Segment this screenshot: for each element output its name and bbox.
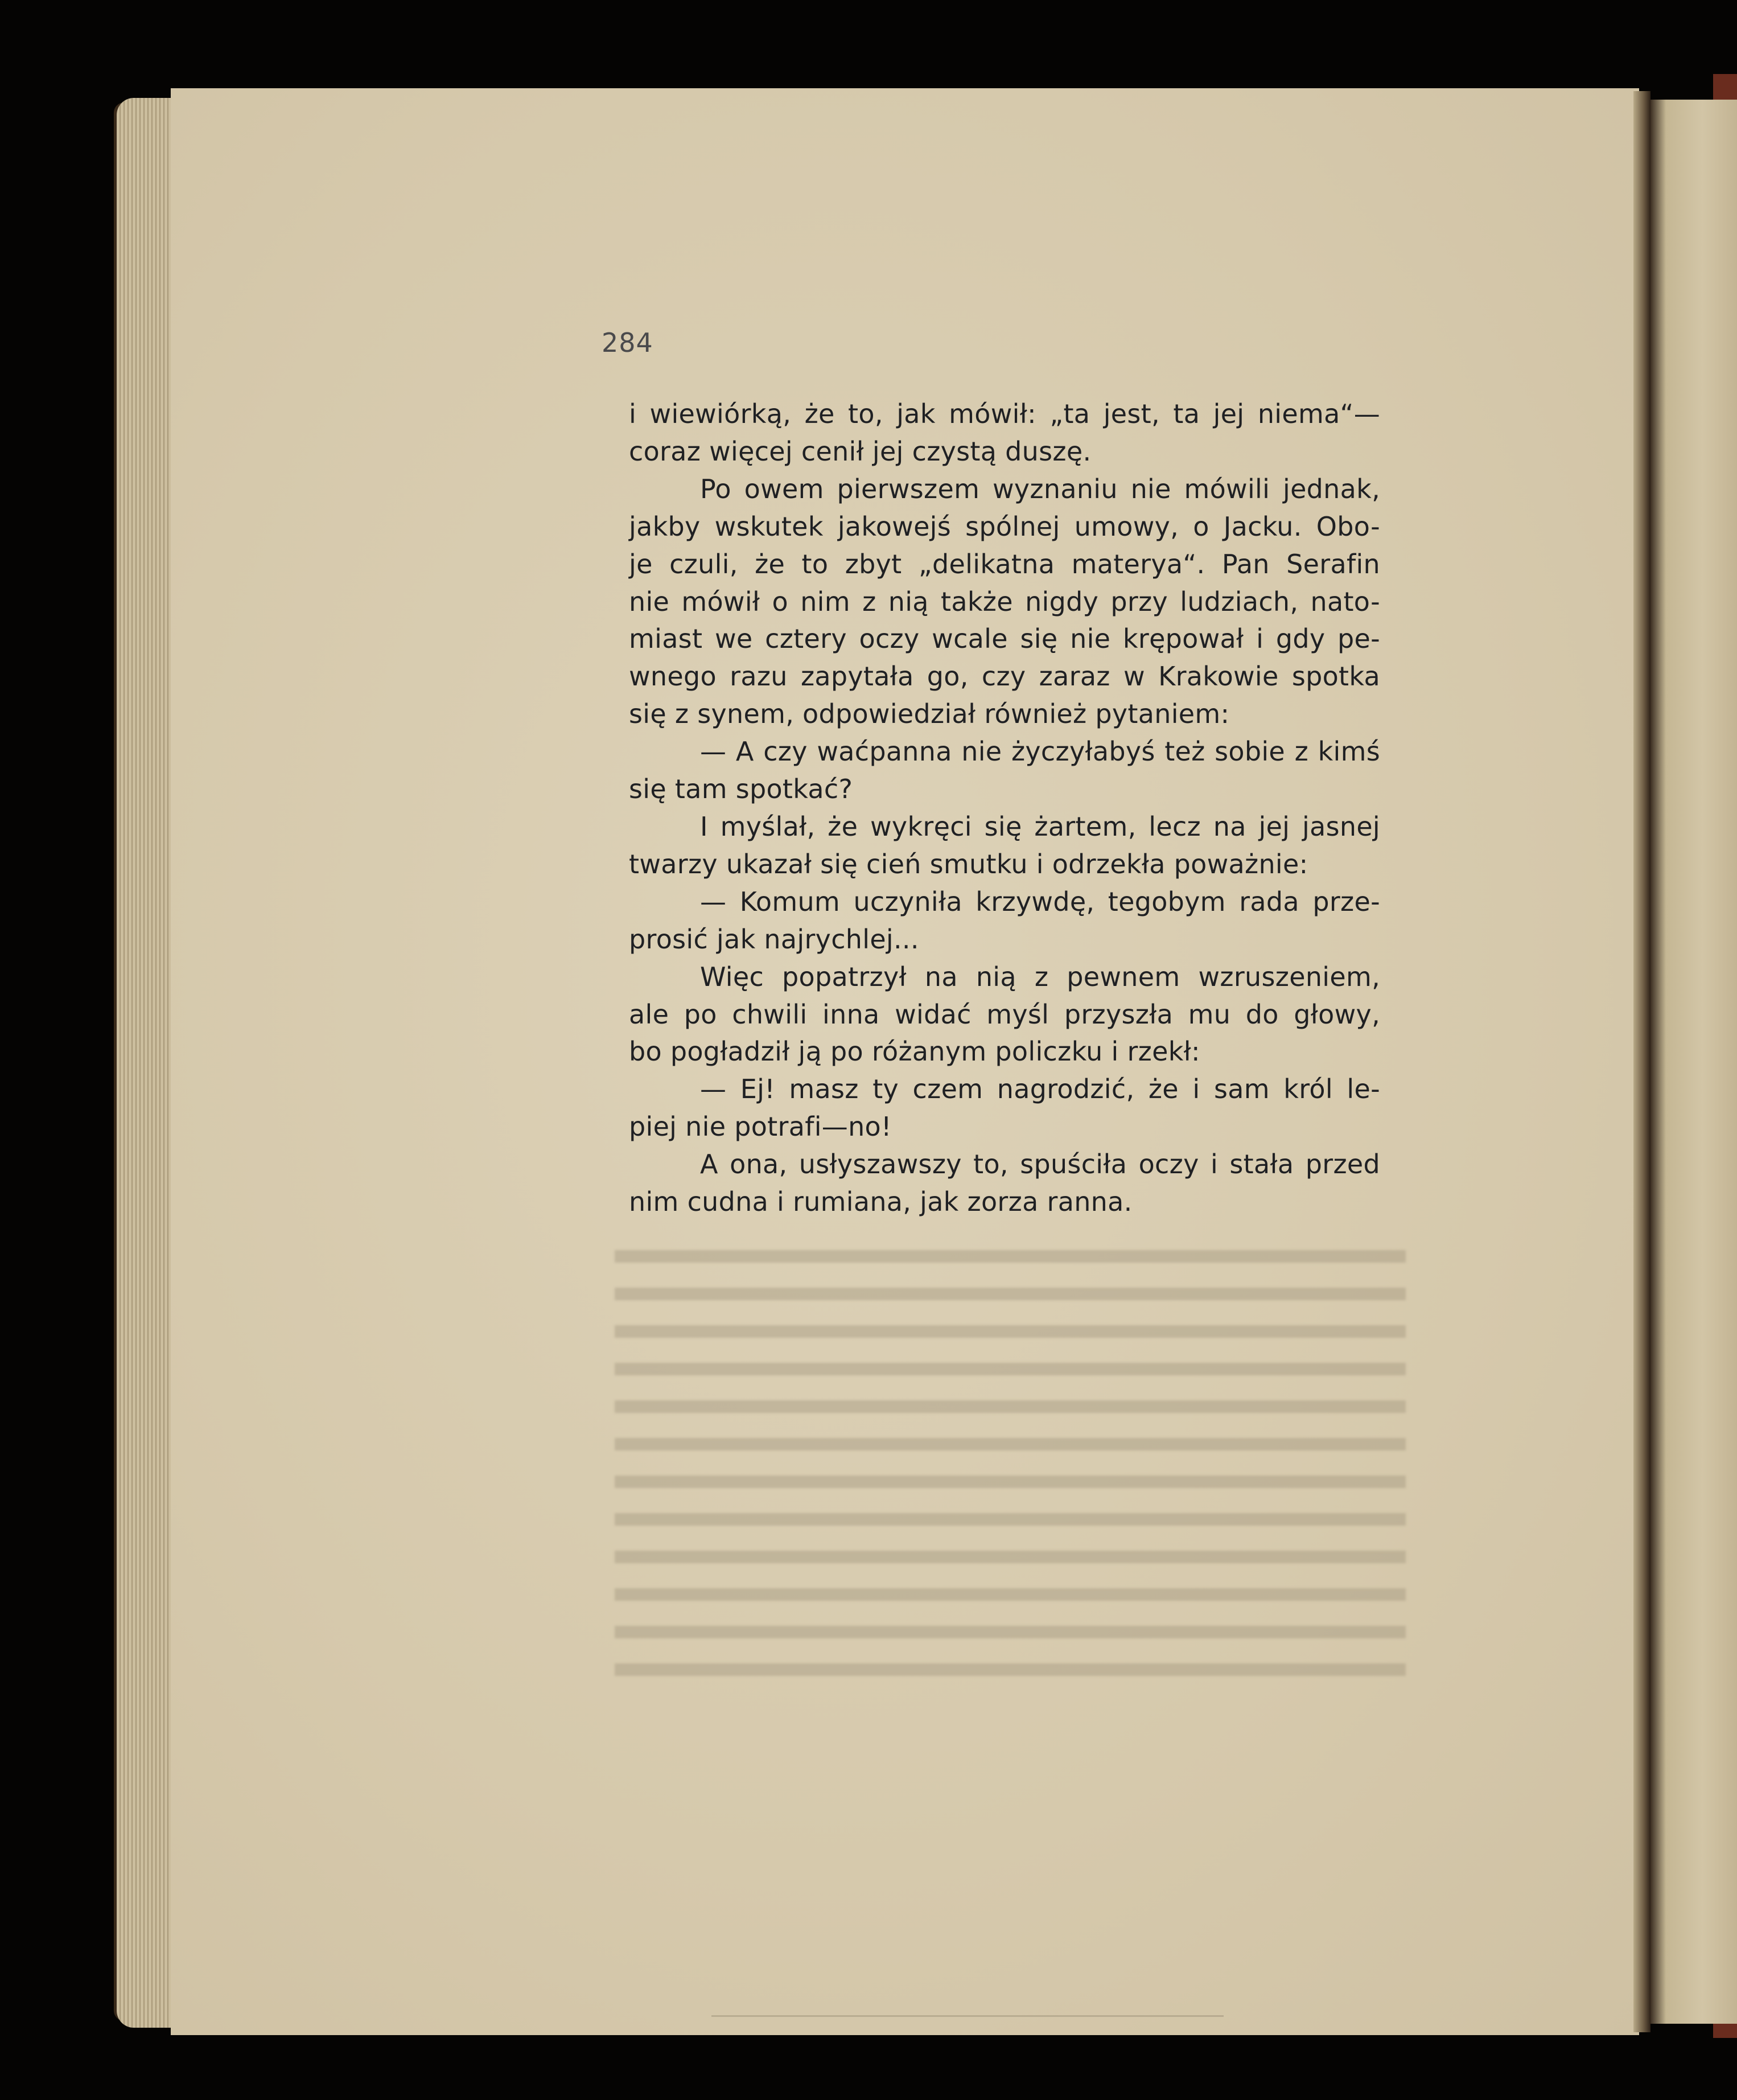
text-line: Więc popatrzył na nią z pewnem wzruszeniem, bbox=[700, 961, 1380, 992]
text-line: i wiewiórką, że to, jak mówił: „ta jest, ta jej niema“— bbox=[629, 398, 1380, 429]
text-line: jakby wskutek jakowejś spólnej umowy, o Jacku. Obo- bbox=[629, 511, 1380, 542]
text-line: bo pogładził ją po różanym policzku i rzekł: bbox=[629, 1036, 1200, 1067]
text-line: miast we cztery oczy wcale się nie krępował i gdy pe- bbox=[629, 623, 1380, 655]
text-line: nim cudna i rumiana, jak zorza ranna. bbox=[629, 1186, 1133, 1218]
text-line: A ona, usłyszawszy to, spuściła oczy i stała przed bbox=[700, 1149, 1380, 1180]
page-number: 284 bbox=[602, 327, 653, 358]
text-line: się z synem, odpowiedział również pytaniem: bbox=[629, 698, 1230, 730]
text-line: — Ej! masz ty czem nagrodzić, że i sam król le- bbox=[700, 1074, 1380, 1105]
text-line: — Komum uczyniła krzywdę, tegobym rada prze- bbox=[700, 886, 1380, 917]
show-through-text bbox=[615, 1235, 1406, 1679]
text-line: nie mówił o nim z nią także nigdy przy ludziach, nato- bbox=[629, 586, 1380, 617]
text-line: ale po chwili inna widać myśl przyszła mu do głowy, bbox=[629, 998, 1380, 1030]
show-through-rule bbox=[711, 2015, 1224, 2017]
text-line: je czuli, że to zbyt „delikatna materya“. Pan Serafin bbox=[629, 548, 1380, 580]
facing-page bbox=[1650, 100, 1737, 2024]
text-line: piej nie potrafi—no! bbox=[629, 1111, 892, 1143]
text-line: I myślał, że wykręci się żartem, lecz na jej jasnej bbox=[700, 811, 1380, 842]
text-line: prosić jak najrychlej... bbox=[629, 923, 919, 955]
text-line: się tam spotkać? bbox=[629, 774, 853, 805]
text-line: twarzy ukazał się cień smutku i odrzekła poważnie: bbox=[629, 848, 1308, 880]
text-line: wnego razu zapytała go, czy zaraz w Krakowie spotka bbox=[629, 661, 1380, 692]
text-line: — A czy waćpanna nie życzyłabyś też sobie z kimś bbox=[700, 736, 1380, 767]
book-gutter bbox=[1633, 91, 1650, 2032]
text-line: Po owem pierwszem wyznaniu nie mówili jednak, bbox=[700, 473, 1380, 504]
text-line: coraz więcej cenił jej czystą duszę. bbox=[629, 435, 1092, 467]
page-text bbox=[629, 396, 1380, 1221]
